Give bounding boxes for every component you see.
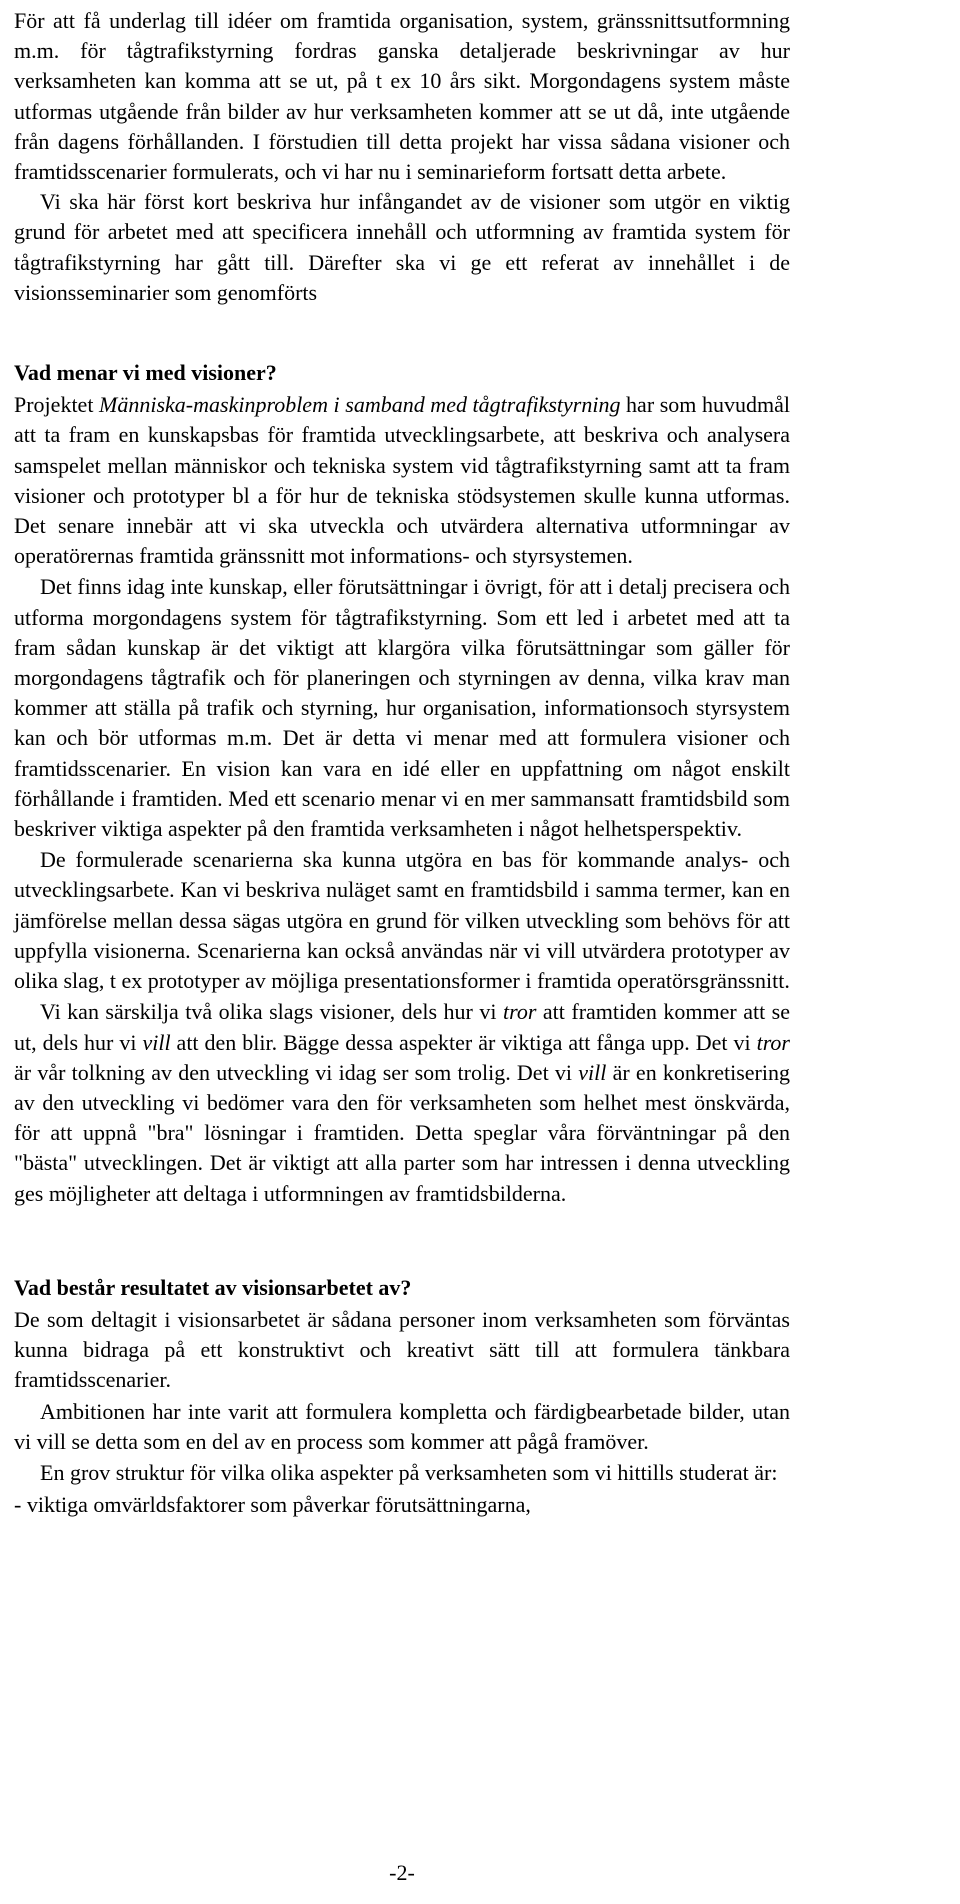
page-number: -2- bbox=[389, 1860, 415, 1885]
section2-paragraph-1: De som deltagit i visionsarbetet är sådana personer inom verksamheten som förväntas kunna bidraga på ett konstruktivt och kreativt sätt till att formulera tänkbara framtidsscenarier. bbox=[14, 1306, 790, 1393]
section-heading-results: Vad består resultatet av visionsarbetet av? bbox=[14, 1274, 412, 1300]
list-item: - viktiga omvärldsfaktorer som påverkar förutsättningarna, bbox=[14, 1492, 531, 1518]
project-title: Människa-maskinproblem i samband med tågtrafikstyrning bbox=[99, 392, 621, 418]
section1-paragraph-2: Det finns idag inte kunskap, eller förutsättningar i övrigt, för att i detalj precisera och utforma morgondagens system för tågtrafikstyrning. Som ett led i arbetet med att ta fram sådan kunskap är det viktigt att klargöra vilka förutsättningar som gäller för morgondagens tågtrafik och för planeringen och styrningen av denna, vilka krav man kommer att ställa på trafik och styrning, hur organisation, informationsoch styrsystem kan och bör utformas m.m. Det är detta vi menar med att formulera visioner och framtidsscenarier. En vision kan vara en idé eller en uppfattning om något enskilt förhållande i framtiden. Med ett scenario menar vi en mer sammansatt framtidsbild som beskriver viktiga aspekter på den framtida verksamheten i något helhetsperspektiv. bbox=[14, 574, 790, 842]
section2-paragraph-2: Ambitionen har inte varit att formulera kompletta och färdigbearbetade bilder, utan vi vill se detta som en del av en process som kommer att pågå framöver. bbox=[14, 1398, 790, 1454]
section1-paragraph-4: Vi kan särskilja två olika slags visioner, dels hur vi tror att framtiden kommer att se ut, dels hur vi vill att den blir. Bägge dessa aspekter är viktiga att fånga upp. Det vi tror är vår tolkning av den utveckling vi idag ser som trolig. Det vi vill är en konkretisering av den utveckling vi bedömer vara den för verksamheten som helhet mest önskvärda, för att uppnå "bra" lösningar i framtiden. Detta speglar våra förväntningar på den "bästa" utvecklingen. Det är viktigt att alla parter som har intressen i denna utveckling ges möjligheter att deltaga i utformningen av framtidsbilderna. bbox=[14, 999, 791, 1206]
document-page bbox=[14, 6, 790, 1520]
intro-paragraph-1: För att få underlag till idéer om framtida organisation, system, gränssnittsutformning m.m. för tågtrafikstyrning fordras ganska detaljerade beskrivningar av hur verksamheten kan komma att se ut, på t ex 10 års sikt. Morgondagens system måste utformas utgående från bilder av hur verksamheten kommer att se ut då, inte utgående från dagens förhållanden. I förstudien till detta projekt har vissa sådana visioner och framtidsscenarier formulerats, och vi har nu i seminarieform fortsatt detta arbete. bbox=[14, 8, 790, 185]
section2-paragraph-3: En grov struktur för vilka olika aspekter på verksamheten som vi hittills studerat är: bbox=[40, 1459, 778, 1485]
section1-paragraph-3: De formulerade scenarierna ska kunna utgöra en bas för kommande analys- och utvecklingsarbete. Kan vi beskriva nuläget samt en framtidsbild i samma termer, kan en jämförelse mellan dessa sägas utgöra en grund för vilken utveckling som behövs för att uppfylla visionerna. Scenarierna kan också användas när vi vill utvärdera prototyper av olika slag, t ex prototyper av möjliga presentationsformer i framtida operatörsgränssnitt. bbox=[14, 847, 790, 994]
section1-paragraph-1: Projektet Människa-maskinproblem i samband med tågtrafikstyrning har som huvudmål att ta fram en kunskapsbas för framtida utvecklingsarbete, att beskriva och analysera samspelet mellan människor och tekniska system vid tågtrafikstyrning samt att ta fram visioner och prototyper bl a för hur de tekniska stödsystemen skulle kunna utformas. Det senare innebär att vi ska utveckla och utvärdera alternativa utformningar av operatörernas framtida gränssnitt mot informations- och styrsystemen. bbox=[14, 392, 790, 569]
intro-paragraph-2: Vi ska här först kort beskriva hur infångandet av de visioner som utgör en viktig grund för arbetet med att specificera innehåll och utformning av framtida system för tågtrafikstyrning har gått till. Därefter ska vi ge ett referat av innehållet i de visionsseminarier som genomförts bbox=[14, 189, 790, 305]
section-heading-visions: Vad menar vi med visioner? bbox=[14, 360, 277, 386]
